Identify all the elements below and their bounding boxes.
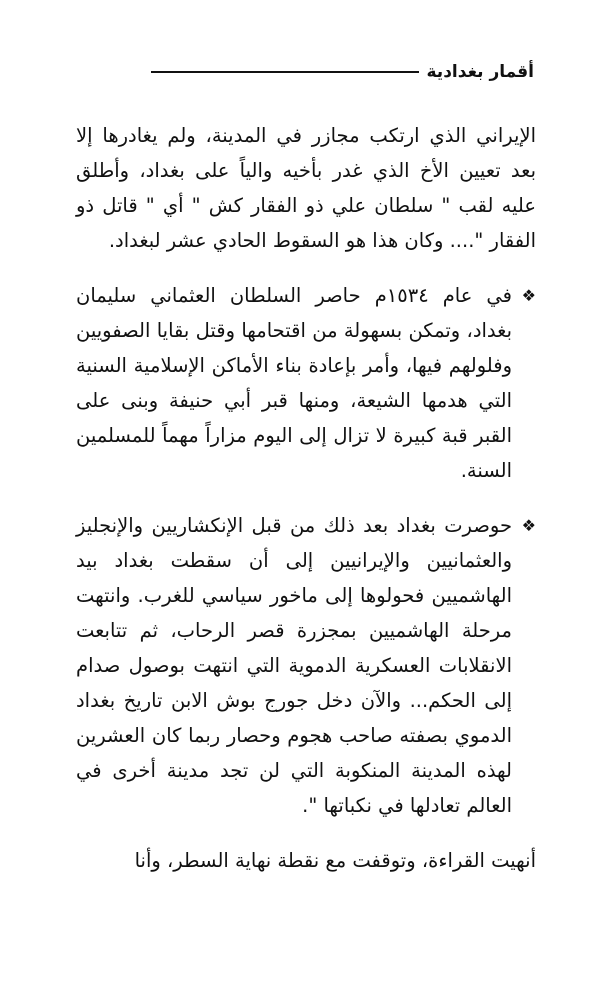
diamond-bullet-icon: ❖ [521,286,536,305]
running-header [151,60,535,84]
bullet-item-1 [76,278,536,488]
bullet-list [76,278,536,823]
body-paragraph-2: أنهيت القراءة، وتوقفت مع نقطة نهاية السطر، وأنا [134,849,536,872]
running-title: أقمار بغدادية [426,62,534,82]
page-body [76,118,536,878]
body-paragraph-1: الإيراني الذي ارتكب مجازر في المدينة، ولم يغادرها إلا بعد تعيين الأخ الذي غدر بأخيه والياً على بغداد، وأطلق عليه لقب " سلطان علي ذو الفقار كش " أي " قاتل ذو الفقار ".... وكان هذا هو السقوط الحادي عشر لبغداد. [76,124,536,252]
bullet-item-2-text: حوصرت بغداد بعد ذلك من قبل الإنكشاريين والإنجليز والعثمانيين والإيرانيين إلى أن سقطت بغداد بيد الهاشميين فحولوها إلى ماخور سياسي للغرب. وانتهت مرحلة الهاشميين بمجزرة قصر الرحاب، ثم تتابعت الانقلابات العسكرية الدموية التي انتهت بوصول صدام إلى الحكم... والآن دخل جورج بوش الابن تاريخ بغداد الدموي بصفته صاحب هجوم وحصار ربما كان العشرين لهذه المدينة المنكوبة التي لن تجد مدينة أخرى في العالم تعادلها في نكباتها ". [76,514,512,817]
bullet-item-1-text: في عام ١٥٣٤م حاصر السلطان العثماني سليمان بغداد، وتمكن بسهولة من اقتحامها وقتل بقايا الصفويين وفلولهم فيها، وأمر بإعادة بناء الأماكن الإسلامية السنية التي هدمها الشيعة، ومنها قبر أبي حنيفة وبنى على القبر قبة كبيرة لا تزال إلى اليوم مزاراً مهماً للمسلمين السنة. [76,284,512,482]
bullet-item-2 [76,508,536,823]
diamond-bullet-icon: ❖ [521,516,536,535]
header-rule [151,71,419,73]
